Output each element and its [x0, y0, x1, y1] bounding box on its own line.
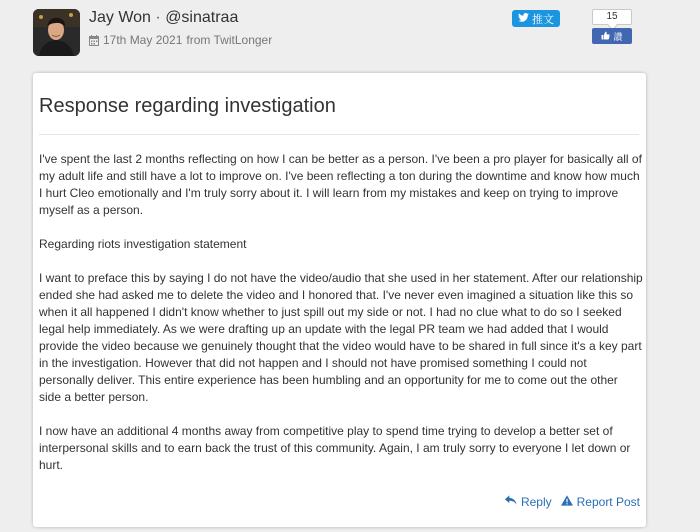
- report-post-button[interactable]: [561, 495, 640, 509]
- calendar-icon: [89, 35, 99, 46]
- post-title: Response regarding investigation: [39, 95, 336, 117]
- reply-arrow-icon: [505, 495, 517, 509]
- like-count: 15: [592, 9, 632, 25]
- author-line: [89, 9, 238, 27]
- post-paragraph: I now have an additional 4 months away from competitive play to spend time trying to develop a better set of interpersonal skills and to earn back the trust of this community. Again, I am truly sorry to everyone I let down or hurt.: [39, 424, 631, 472]
- post-actions: [505, 495, 640, 509]
- tweet-label: 推文: [532, 13, 554, 26]
- like-label: 讚: [613, 31, 623, 42]
- post-header: [0, 0, 700, 68]
- post-meta: [89, 33, 272, 47]
- reply-button[interactable]: [505, 495, 552, 509]
- facebook-like-widget[interactable]: [592, 9, 632, 43]
- post-paragraph: I've spent the last 2 months reflecting on how I can be better as a person. I've been a pro player for basically all of my adult life and still have a lot to improve on. I've been reflecting a ton during the downtime and know how much I hurt Cleo emotionally and I'm truly sorry about it. I will learn from my mistakes and keep on trying to improve myself as a person.: [39, 152, 642, 217]
- post-body: [39, 151, 643, 491]
- tweet-button[interactable]: [512, 10, 560, 27]
- author-name[interactable]: Jay Won: [89, 9, 151, 26]
- avatar[interactable]: [33, 9, 80, 56]
- twitter-bird-icon: [518, 13, 529, 25]
- post-date: 17th May 2021: [103, 33, 183, 47]
- title-divider: [39, 134, 639, 135]
- warning-icon: [561, 495, 573, 509]
- post-paragraph: Regarding riots investigation statement: [39, 237, 247, 251]
- post-source: from TwitLonger: [186, 33, 273, 47]
- author-handle[interactable]: @sinatraa: [165, 9, 239, 26]
- like-button[interactable]: [592, 28, 632, 44]
- post-card: [33, 73, 646, 527]
- reply-label: Reply: [520, 495, 552, 509]
- thumbs-up-icon: [601, 31, 610, 42]
- report-label: Report Post: [576, 495, 640, 509]
- author-separator: ·: [155, 9, 161, 26]
- post-paragraph: I want to preface this by saying I do not have the video/audio that she used in her statement. After our relationship ended she had asked me to delete the video and I honored that. I've never even imagined a situation like this so when it all happened I didn't know whether to just spill out my side or not. I had no clue what to do so I seeked legal help immediately. As we were drafting up an update with the legal PR team we had added that I would provide the video because we genuinely thought that the video would have to be shared in full since it's a key part in the investigation. However that did not happen and I should not have promised something I could not personally deliver. This entire experience has been humbling and an opportunity for me to come out the other side a better person.: [39, 271, 643, 404]
